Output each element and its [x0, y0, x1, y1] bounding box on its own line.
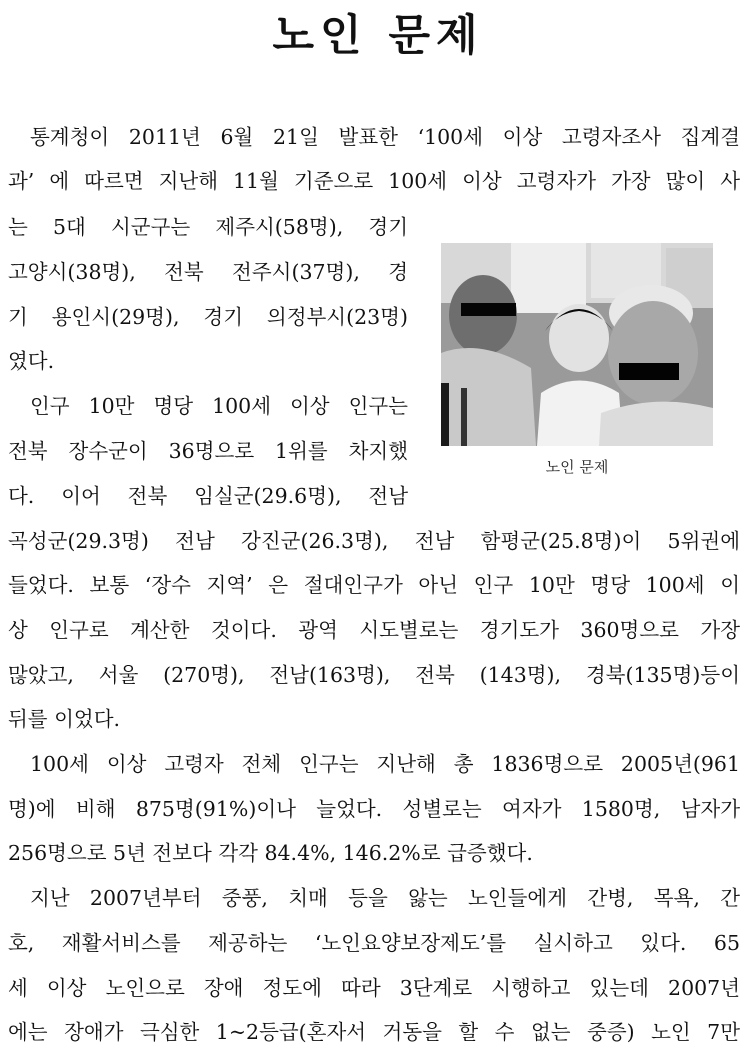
- paragraph-line: 100세 이상 고령자 전체 인구는 지난해 총 1836명으로 2005년(961: [30, 752, 740, 776]
- paragraph-line: 기 용인시(29명), 경기 의정부시(23명): [8, 305, 408, 329]
- paragraph-line: 명)에 비해 875명(91%)이나 늘었다. 성별로는 여자가 1580명, 남자가: [8, 797, 740, 821]
- elderly-photo: [441, 243, 713, 446]
- paragraph-line: 고양시(38명), 전북 전주시(37명), 경: [8, 260, 408, 284]
- page-title: 노인 문제: [272, 11, 484, 61]
- paragraph-line: 많았고, 서울 (270명), 전남(163명), 전북 (143명), 경북(135명)등이: [8, 663, 740, 687]
- paragraph-line: 곡성군(29.3명) 전남 강진군(26.3명), 전남 함평군(25.8명)이 5위권에: [8, 529, 740, 553]
- paragraph-line: 인구 10만 명당 100세 이상 인구는: [30, 394, 408, 418]
- paragraph-line: 들었다. 보통 ‘장수 지역’ 은 절대인구가 아닌 인구 10만 명당 100세 이: [8, 573, 740, 597]
- paragraph-line: 256명으로 5년 전보다 각각 84.4%, 146.2%로 급증했다.: [8, 841, 533, 865]
- paragraph-line: 뒤를 이었다.: [8, 707, 121, 731]
- paragraph-line: 였다.: [8, 349, 55, 373]
- paragraph-line: 세 이상 노인으로 장애 정도에 따라 3단계로 시행하고 있는데 2007년: [8, 976, 740, 1000]
- paragraph-line: 전북 장수군이 36명으로 1위를 차지했: [8, 439, 408, 463]
- paragraph-line: 호, 재활서비스를 제공하는 ‘노인요양보장제도’를 실시하고 있다. 65: [8, 931, 740, 955]
- photo-caption: 노인 문제: [545, 458, 609, 476]
- paragraph-line: 상 인구로 계산한 것이다. 광역 시도별로는 경기도가 360명으로 가장: [8, 618, 740, 642]
- paragraph-line: 다. 이어 전북 임실군(29.6명), 전남: [8, 484, 408, 508]
- paragraph-line: 는 5대 시군구는 제주시(58명), 경기: [8, 215, 408, 239]
- paragraph-line: 지난 2007년부터 중풍, 치매 등을 앓는 노인들에게 간병, 목욕, 간: [30, 886, 740, 910]
- paragraph-line: 에는 장애가 극심한 1~2등급(혼자서 거동을 할 수 없는 중증) 노인 7만: [8, 1020, 740, 1044]
- paragraph-line: 과’ 에 따르면 지난해 11월 기준으로 100세 이상 고령자가 가장 많이 사: [8, 169, 740, 193]
- paragraph-line: 통계청이 2011년 6월 21일 발표한 ‘100세 이상 고령자조사 집계결: [30, 125, 740, 149]
